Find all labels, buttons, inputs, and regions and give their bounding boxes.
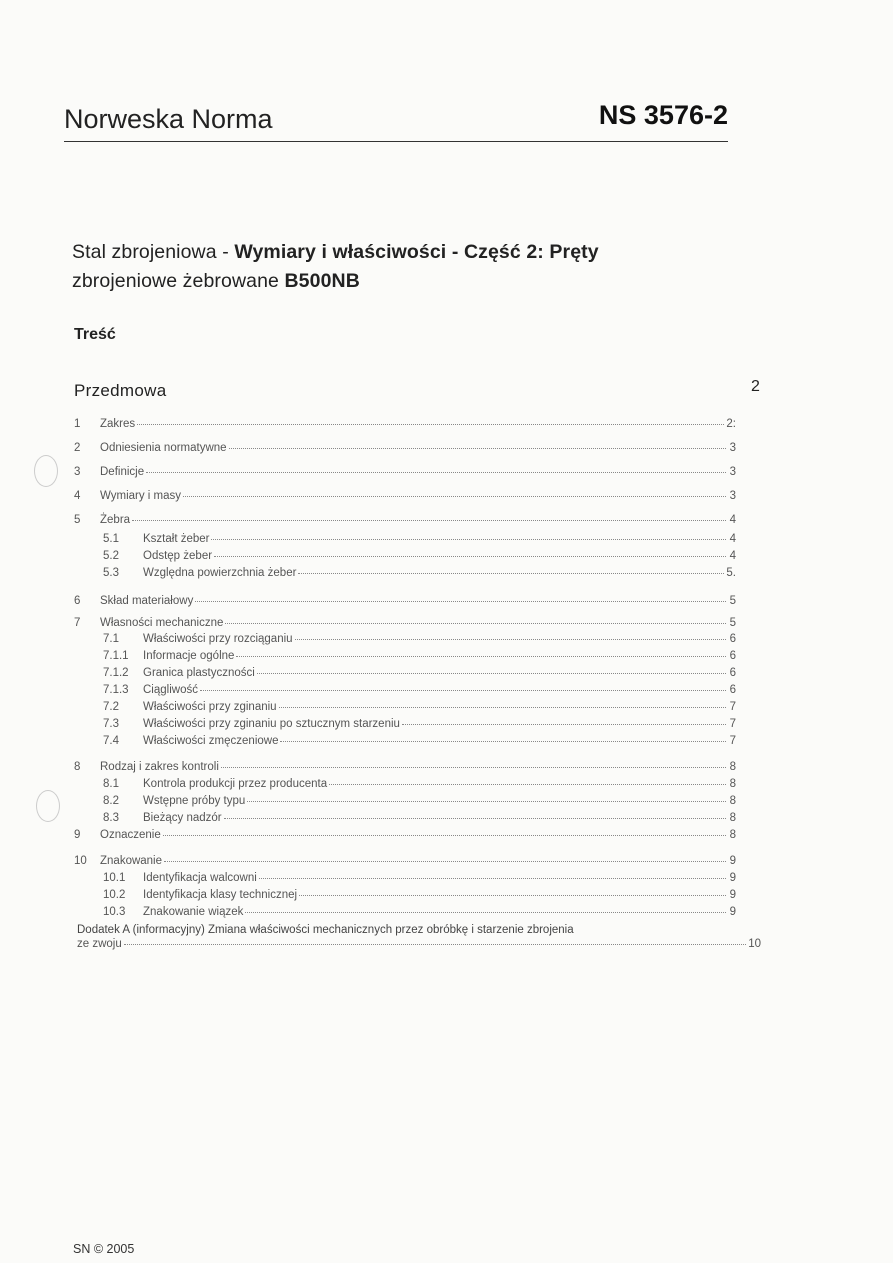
toc-row <box>103 650 736 666</box>
toc-page: 6 <box>729 667 736 679</box>
toc-row <box>74 442 736 458</box>
toc-number: 5 <box>74 514 81 526</box>
leader-dots <box>225 623 726 624</box>
toc-number: 4 <box>74 490 81 502</box>
annex-line-2: ze zwoju <box>77 938 122 950</box>
toc-page: 6 <box>729 684 736 696</box>
toc-row <box>103 906 736 922</box>
leader-dots <box>164 861 726 862</box>
leader-dots <box>137 424 724 425</box>
leader-dots <box>259 878 726 879</box>
toc-label: Identyfikacja walcowni <box>143 872 257 884</box>
header-rule <box>64 141 728 142</box>
footer-copyright: SN © 2005 <box>73 1242 135 1256</box>
title-part-bold: Wymiary i właściwości - Część 2: Pręty <box>234 241 599 263</box>
leader-dots <box>295 639 726 640</box>
toc-page: 2: <box>726 418 736 430</box>
toc-number: 8.2 <box>103 795 119 807</box>
toc-row <box>103 778 736 794</box>
toc-page: 5. <box>726 567 736 579</box>
toc-number: 6 <box>74 595 81 607</box>
toc-page: 5 <box>729 595 736 607</box>
punch-hole-mark <box>36 790 60 822</box>
toc-number: 8.3 <box>103 812 119 824</box>
toc-row <box>74 418 736 434</box>
toc-number: 7 <box>74 617 81 629</box>
leader-dots <box>229 448 726 449</box>
toc-number: 9 <box>74 829 81 841</box>
leader-dots <box>279 707 726 708</box>
leader-dots <box>146 472 726 473</box>
toc-number: 10 <box>74 855 87 867</box>
leader-dots <box>195 601 726 602</box>
toc-row <box>103 533 736 549</box>
toc-page: 6 <box>729 633 736 645</box>
toc-label: Żebra <box>100 514 131 526</box>
toc-row <box>103 812 736 828</box>
leader-dots <box>402 724 726 725</box>
leader-dots <box>245 912 726 913</box>
leader-dots <box>124 944 746 945</box>
toc-row <box>74 514 736 530</box>
annex-line-1: Dodatek A (informacyjny) Zmiana właściwości mechanicznych przez obróbkę i starzenie zbrojenia <box>77 924 574 936</box>
toc-number: 7.4 <box>103 735 119 747</box>
toc-row <box>103 718 736 734</box>
toc-number: 1 <box>74 418 81 430</box>
toc-number: 7.1.3 <box>103 684 129 696</box>
leader-dots <box>183 496 726 497</box>
punch-hole-mark <box>34 455 58 487</box>
toc-row <box>103 795 736 811</box>
toc-page: 7 <box>729 718 736 730</box>
toc-page: 3 <box>729 466 736 478</box>
foreword-heading: Przedmowa <box>74 381 167 400</box>
toc-row <box>74 617 736 633</box>
toc-page: 3 <box>729 490 736 502</box>
toc-label: Skład materiałowy <box>100 595 194 607</box>
leader-dots <box>221 767 726 768</box>
leader-dots <box>224 818 726 819</box>
toc-page: 4 <box>729 550 736 562</box>
toc-label: Względna powierzchnia żeber <box>143 567 297 579</box>
toc-label: Odstęp żeber <box>143 550 213 562</box>
toc-row <box>74 829 736 845</box>
leader-dots <box>257 673 726 674</box>
toc-row <box>74 595 736 611</box>
toc-row <box>103 735 736 751</box>
leader-dots <box>163 835 726 836</box>
toc-page: 5 <box>729 617 736 629</box>
toc-number: 5.3 <box>103 567 119 579</box>
leader-dots <box>329 784 726 785</box>
header-left-title: Norweska Norma <box>64 104 273 134</box>
toc-label: Właściwości zmęczeniowe <box>143 735 279 747</box>
title-part-bold: B500NB <box>284 270 360 292</box>
toc-row <box>103 684 736 700</box>
toc-page: 9 <box>729 872 736 884</box>
toc-row <box>74 466 736 482</box>
toc-number: 2 <box>74 442 81 454</box>
toc-label: Znakowanie wiązek <box>143 906 244 918</box>
toc-label: Informacje ogólne <box>143 650 235 662</box>
toc-number: 8.1 <box>103 778 119 790</box>
toc-number: 5.1 <box>103 533 119 545</box>
toc-label: Wstępne próby typu <box>143 795 246 807</box>
toc-label: Zakres <box>100 418 136 430</box>
toc-label: Odniesienia normatywne <box>100 442 227 454</box>
leader-dots <box>247 801 726 802</box>
toc-number: 10.3 <box>103 906 126 918</box>
toc-number: 7.2 <box>103 701 119 713</box>
toc-page: 8 <box>729 829 736 841</box>
leader-dots <box>298 573 724 574</box>
toc-page: 9 <box>729 855 736 867</box>
toc-page: 8 <box>729 778 736 790</box>
contents-heading: Treść <box>74 326 116 343</box>
leader-dots <box>280 741 726 742</box>
toc-row <box>74 761 736 777</box>
toc-number: 5.2 <box>103 550 119 562</box>
toc-number: 7.1 <box>103 633 119 645</box>
document-title <box>72 238 732 296</box>
foreword-page: 2 <box>751 378 760 395</box>
leader-dots <box>299 895 726 896</box>
toc-label: Własności mechaniczne <box>100 617 224 629</box>
toc-row <box>103 567 736 583</box>
leader-dots <box>211 539 726 540</box>
leader-dots <box>132 520 726 521</box>
leader-dots <box>214 556 726 557</box>
toc-number: 7.1.1 <box>103 650 129 662</box>
toc-label: Wymiary i masy <box>100 490 182 502</box>
toc-label: Identyfikacja klasy technicznej <box>143 889 298 901</box>
toc-page: 9 <box>729 906 736 918</box>
toc-label: Właściwości przy zginaniu <box>143 701 277 713</box>
toc-number: 7.3 <box>103 718 119 730</box>
toc-page: 7 <box>729 735 736 747</box>
toc-row <box>103 633 736 649</box>
title-part: Stal zbrojeniowa - <box>72 241 235 263</box>
annex-row <box>77 938 761 954</box>
leader-dots <box>200 690 726 691</box>
toc-row <box>103 667 736 683</box>
toc-number: 3 <box>74 466 81 478</box>
leader-dots <box>236 656 726 657</box>
toc-number: 10.1 <box>103 872 126 884</box>
toc-row <box>74 490 736 506</box>
toc-number: 10.2 <box>103 889 126 901</box>
toc-label: Oznaczenie <box>100 829 161 841</box>
toc-row <box>103 701 736 717</box>
toc-label: Bieżący nadzór <box>143 812 222 824</box>
toc-label: Właściwości przy zginaniu po sztucznym starzeniu <box>143 718 400 730</box>
toc-row <box>103 872 736 888</box>
toc-page: 4 <box>729 514 736 526</box>
toc-label: Kontrola produkcji przez producenta <box>143 778 328 790</box>
toc-page: 8 <box>729 795 736 807</box>
toc-number: 8 <box>74 761 81 773</box>
toc-page: 8 <box>729 761 736 773</box>
title-part: zbrojeniowe żebrowane <box>72 270 285 292</box>
toc-row <box>103 889 736 905</box>
standard-number: NS 3576-2 <box>598 100 728 130</box>
toc-row <box>103 550 736 566</box>
toc-row <box>74 855 736 871</box>
toc-page: 3 <box>729 442 736 454</box>
toc-label: Ciągliwość <box>143 684 198 696</box>
toc-page: 9 <box>729 889 736 901</box>
toc-number: 7.1.2 <box>103 667 129 679</box>
toc-page: 8 <box>729 812 736 824</box>
toc-page: 7 <box>729 701 736 713</box>
toc-page: 4 <box>729 533 736 545</box>
toc-label: Kształt żeber <box>143 533 210 545</box>
toc-label: Właściwości przy rozciąganiu <box>143 633 293 645</box>
toc-label: Granica plastyczności <box>143 667 255 679</box>
toc-label: Definicje <box>100 466 145 478</box>
toc-label: Rodzaj i zakres kontroli <box>100 761 219 773</box>
toc-label: Znakowanie <box>100 855 163 867</box>
annex-page: 10 <box>748 938 761 950</box>
toc-page: 6 <box>729 650 736 662</box>
